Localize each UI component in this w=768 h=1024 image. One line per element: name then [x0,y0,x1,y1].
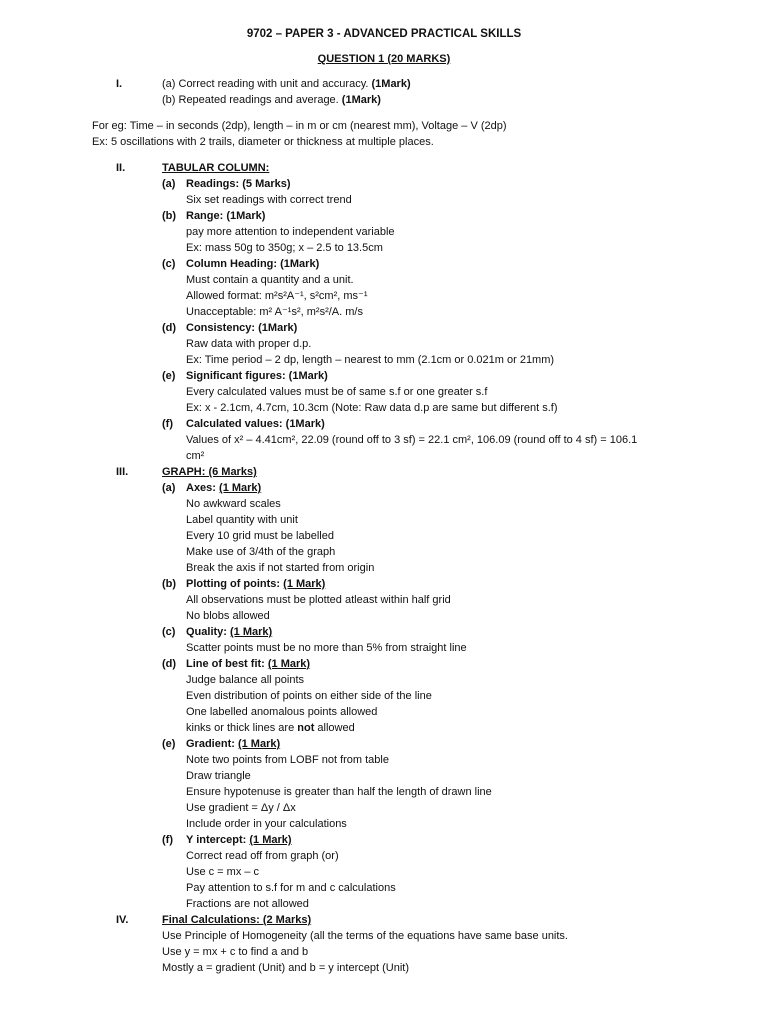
sub-letter: (c) [162,626,176,638]
list-item: Even distribution of points on either side of the line [186,690,432,702]
list-item: One labelled anomalous points allowed [186,706,378,718]
list-item: Judge balance all points [186,674,305,686]
list-item: Ex: Time period – 2 dp, length – nearest to mm (2.1cm or 0.021m or 21mm) [186,354,555,366]
sub-heading: Calculated values: (1Mark) [186,418,325,430]
sub-letter: (c) [162,258,176,270]
sub-letter: (b) [162,578,177,590]
list-item: Use gradient = Δy / Δx [186,802,296,814]
list-item: Fractions are not allowed [186,898,309,910]
list-item: Mostly a = gradient (Unit) and b = y intercept (Unit) [162,962,409,974]
sub-heading: Readings: (5 Marks) [186,178,291,190]
list-item: Every 10 grid must be labelled [186,530,334,542]
document-title: 9702 – PAPER 3 - ADVANCED PRACTICAL SKILLS [246,28,522,40]
list-item: Use c = mx – c [186,866,260,878]
sub-letter: (e) [162,738,176,750]
list-item: No blobs allowed [186,610,270,622]
sub-heading: Consistency: (1Mark) [186,322,298,334]
section-1-numeral: I. [116,78,123,90]
list-item: Values of x² – 4.41cm², 22.09 (round off to 3 sf) = 22.1 cm², 106.09 (round off to 4 sf) = 106.1 [186,434,638,446]
sub-heading: Plotting of points: (1 Mark) [186,578,326,590]
sub-heading: Range: (1Mark) [186,210,266,222]
list-item: Must contain a quantity and a unit. [186,274,354,286]
list-item: Ex: mass 50g to 350g; x – 2.5 to 13.5cm [186,242,383,254]
list-item: No awkward scales [186,498,281,510]
sub-heading: Quality: (1 Mark) [186,626,273,638]
section-3-numeral: III. [116,466,129,478]
sub-heading: Significant figures: (1Mark) [186,370,328,382]
section-4-numeral: IV. [116,914,129,926]
section-1-item-b: (b) Repeated readings and average. (1Mark) [162,94,381,106]
list-item: Scatter points must be no more than 5% from straight line [186,642,467,654]
list-item: Pay attention to s.f for m and c calculations [186,882,396,894]
list-item: Six set readings with correct trend [186,194,352,206]
list-item: Ensure hypotenuse is greater than half the length of drawn line [186,786,492,798]
question-title: QUESTION 1 (20 MARKS) [317,53,451,65]
section-2-heading: TABULAR COLUMN: [162,162,270,174]
sub-letter: (f) [162,418,173,430]
list-item: Raw data with proper d.p. [186,338,312,350]
list-item: Break the axis if not started from origin [186,562,375,574]
list-item: Use Principle of Homogeneity (all the terms of the equations have same base units. [162,930,568,942]
list-item: cm² [186,450,205,462]
list-item: Every calculated values must be of same s.f or one greater s.f [186,386,488,398]
sub-letter: (f) [162,834,173,846]
sub-letter: (a) [162,178,176,190]
sub-heading: Y intercept: (1 Mark) [186,834,292,846]
list-item: Ex: x - 2.1cm, 4.7cm, 10.3cm (Note: Raw data d.p are same but different s.f) [186,402,558,414]
section-1-item-a: (a) Correct reading with unit and accuracy. (1Mark) [162,78,411,90]
example-line-1: For eg: Time – in seconds (2dp), length – in m or cm (nearest mm), Voltage – V (2dp) [92,120,507,132]
example-line-2: Ex: 5 oscillations with 2 trails, diameter or thickness at multiple places. [92,136,434,148]
list-item: Allowed format: m²s²A⁻¹, s²cm², ms⁻¹ [186,290,368,302]
list-item: Unacceptable: m² A⁻¹s², m²s²/A. m/s [186,306,363,318]
sub-heading: Gradient: (1 Mark) [186,738,281,750]
list-item: Make use of 3/4th of the graph [186,546,336,558]
sub-letter: (b) [162,210,177,222]
section-3-heading: GRAPH: (6 Marks) [162,466,257,478]
sub-heading: Line of best fit: (1 Mark) [186,658,311,670]
list-item: kinks or thick lines are not allowed [186,722,355,734]
sub-letter: (e) [162,370,176,382]
list-item: Include order in your calculations [186,818,347,830]
section-4-heading: Final Calculations: (2 Marks) [162,914,312,926]
list-item: Note two points from LOBF not from table [186,754,389,766]
list-item: Label quantity with unit [186,514,298,526]
sub-letter: (d) [162,658,177,670]
sub-letter: (d) [162,322,177,334]
sub-letter: (a) [162,482,176,494]
section-2-numeral: II. [116,162,126,174]
list-item: All observations must be plotted atleast within half grid [186,594,451,606]
list-item: pay more attention to independent variable [186,226,395,238]
sub-heading: Column Heading: (1Mark) [186,258,320,270]
sub-heading: Axes: (1 Mark) [186,482,262,494]
list-item: Draw triangle [186,770,251,782]
list-item: Use y = mx + c to find a and b [162,946,309,958]
list-item: Correct read off from graph (or) [186,850,339,862]
